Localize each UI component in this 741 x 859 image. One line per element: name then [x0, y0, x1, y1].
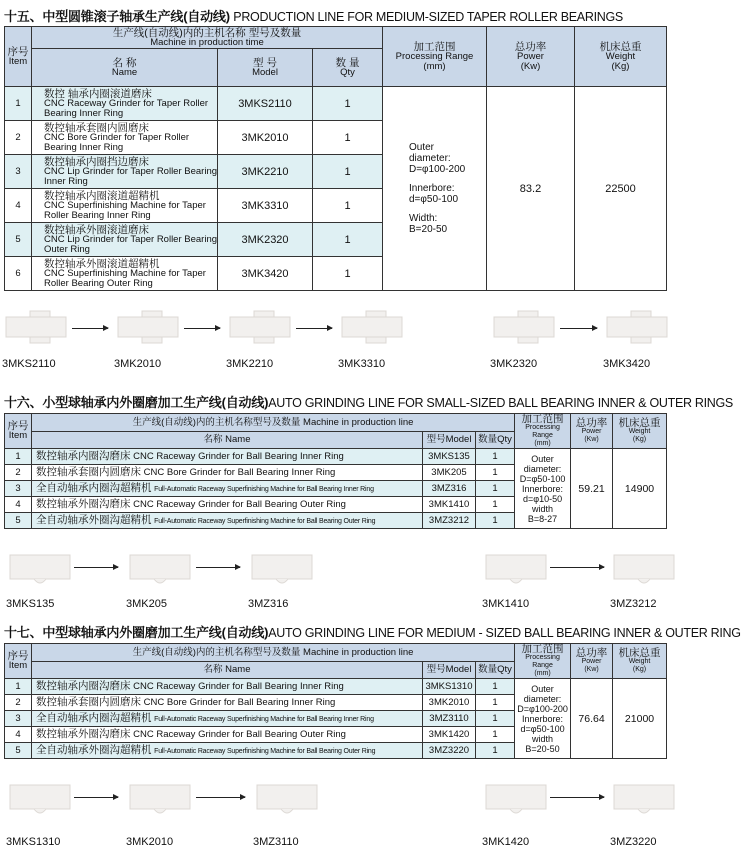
range-line: B=20-50 [409, 224, 448, 235]
model-cell: 3MKS2110 [218, 87, 313, 121]
machine-header: 生产线(自动线)内的主机名称型号及数量 Machine in production line [32, 414, 515, 432]
machine-name-en: CNC Raceway Grinder for Ball Bearing Inner Ring [133, 681, 344, 692]
machine-name [32, 711, 423, 727]
model-cell: 3MK2320 [218, 223, 313, 257]
item-number: 4 [5, 189, 32, 223]
flow-model-label: 3MKS2110 [2, 358, 56, 370]
bearing-part-image [612, 779, 676, 815]
spacer [409, 175, 486, 183]
name-header: 名 称 Name [32, 49, 218, 87]
flow-model-label: 3MK2210 [226, 358, 274, 370]
item-number: 1 [5, 679, 32, 695]
item-number: 2 [5, 695, 32, 711]
qty-cell: 1 [476, 695, 515, 711]
machine-name [32, 743, 423, 759]
bearing-part-image [8, 779, 72, 815]
machine-name [32, 257, 218, 291]
machine-name-zh: 数控轴承外圈滚道超精机 [44, 257, 160, 270]
model-header: 型号Model [423, 432, 476, 449]
spacer [409, 205, 486, 213]
machine-name-zh: 数控轴承外圈沟磨床 [36, 498, 131, 510]
model-cell: 3MK3310 [218, 189, 313, 223]
flow-model-label: 3MZ316 [248, 598, 289, 610]
flow-arrow [184, 328, 220, 329]
name-header: 名称 Name [32, 662, 423, 679]
flow-arrow [560, 328, 597, 329]
flow-arrow [72, 328, 108, 329]
range-line: width [532, 733, 554, 744]
machine-name-zh: 数控轴承内圈挡边磨床 [44, 155, 149, 168]
range-line: d=φ10-50 [522, 493, 563, 504]
bearing-part-image [4, 309, 68, 345]
weight-header: 机床总重 Weight (Kg) [613, 414, 667, 449]
qty-cell: 1 [313, 155, 383, 189]
table-row [5, 449, 667, 465]
weight-cell: 22500 [575, 87, 667, 291]
flow-model-label: 3MKS135 [6, 598, 55, 610]
machine-name-zh: 全自动轴承外圈沟超精机 [36, 743, 152, 756]
section3-title: 十七、中型球轴承内外圈磨加工生产线(自动线)AUTO GRINDING LINE FOR MEDIUM - SIZED BALL BEARING INNER & OUTER RING [4, 625, 741, 640]
model-header: 型号Model [423, 662, 476, 679]
range-line: width [532, 503, 554, 514]
machine-name-zh: 数控轴承外圈滚道磨床 [44, 223, 149, 236]
item-number: 3 [5, 155, 32, 189]
range-line: B=8-27 [527, 513, 558, 524]
machine-name [32, 189, 218, 223]
item-number: 4 [5, 727, 32, 743]
section2-title: 十六、小型球轴承内外圈磨加工生产线(自动线)AUTO GRINDING LINE FOR SMALL-SIZED BALL BEARING INNER & OUTER RINGS [4, 395, 733, 410]
item-number: 3 [5, 711, 32, 727]
machine-name [32, 465, 423, 481]
machine-name-zh: 数控 轴承内圈滚道磨床 [44, 87, 152, 100]
flow-arrow [550, 567, 604, 568]
machine-name-zh: 数控轴承套圈内圆磨床 [44, 121, 149, 134]
flow-model-label: 3MZ3212 [610, 598, 657, 610]
flow-model-label: 3MK2320 [490, 358, 538, 370]
item-number: 4 [5, 497, 32, 513]
machine-name-en: CNC Raceway Grinder for Ball Bearing Outer Ring [133, 499, 346, 510]
taper-line-table [4, 26, 667, 291]
bearing-part-image [250, 549, 314, 585]
range-line: d=φ50-100 [409, 194, 459, 205]
machine-name-zh: 数控轴承套圈内圆磨床 [36, 696, 141, 708]
range-line: Innerbore: [409, 183, 455, 194]
processing-range-cell [515, 679, 571, 759]
machine-name-en: Full-Automatic Raceway Superfinishing Machine for Ball Bearing Outer Ring [154, 747, 376, 755]
qty-cell: 1 [313, 121, 383, 155]
bearing-part-image [484, 549, 548, 585]
item-number: 1 [5, 87, 32, 121]
range-line: Innerbore: [522, 713, 564, 724]
machine-name-en: CNC Superfinishing Machine for Taper Roller Bearing Outer Ring [44, 267, 206, 289]
machine-name [32, 87, 218, 121]
bearing-part-image [340, 309, 404, 345]
qty-cell: 1 [476, 481, 515, 497]
item-header: 序号 Item [5, 27, 32, 87]
machine-name [32, 121, 218, 155]
machine-name-zh: 全自动轴承内圈沟超精机 [36, 711, 152, 724]
medium-ball-line-table [4, 643, 667, 759]
power-header: 总功率 Power (Kw) [571, 644, 613, 679]
range-line: Outer [409, 142, 435, 153]
table-row [5, 87, 667, 121]
machine-header: 生产线(自动线)内的主机名称型号及数量 Machine in production line [32, 644, 515, 662]
processing-range-cell [383, 87, 487, 291]
flow-model-label: 3MK205 [126, 598, 167, 610]
flow-arrow [550, 797, 604, 798]
qty-header: 数量Qty [476, 432, 515, 449]
range-line: diameter: [409, 153, 451, 164]
range-line: Width: [409, 213, 438, 224]
model-cell: 3MK2010 [423, 695, 476, 711]
flow-arrow [296, 328, 332, 329]
range-header: 加工范围 Processing Range (mm) [383, 27, 487, 87]
model-cell: 3MZ316 [423, 481, 476, 497]
flow-model-label: 3MK3310 [338, 358, 386, 370]
bearing-part-image [612, 549, 676, 585]
qty-cell: 1 [476, 465, 515, 481]
qty-cell: 1 [476, 711, 515, 727]
machine-name [32, 695, 423, 711]
power-cell: 59.21 [571, 449, 613, 529]
flow-model-label: 3MZ3220 [610, 836, 657, 848]
qty-cell: 1 [476, 727, 515, 743]
bearing-part-image [492, 309, 556, 345]
flow-arrow [196, 567, 240, 568]
qty-cell: 1 [313, 223, 383, 257]
flow-arrow [196, 797, 245, 798]
model-cell: 3MZ3220 [423, 743, 476, 759]
model-cell: 3MZ3110 [423, 711, 476, 727]
range-line: D=φ100-200 [409, 164, 466, 175]
machine-name-en: CNC Bore Grinder for Taper Roller Bearing Inner Ring [44, 131, 190, 153]
bearing-part-image [605, 309, 669, 345]
flow-model-label: 3MK2010 [114, 358, 162, 370]
machine-name-en: CNC Raceway Grinder for Taper Roller Bearing Inner Ring [44, 97, 209, 119]
qty-cell: 1 [313, 87, 383, 121]
machine-name [32, 497, 423, 513]
model-cell: 3MKS135 [423, 449, 476, 465]
flow-model-label: 3MK3420 [603, 358, 651, 370]
item-number: 5 [5, 223, 32, 257]
power-cell: 76.64 [571, 679, 613, 759]
section1-title: 十五、中型圆锥滚子轴承生产线(自动线) PRODUCTION LINE FOR MEDIUM-SIZED TAPER ROLLER BEARINGS [4, 9, 623, 24]
range-line: Outer diameter: [523, 453, 562, 474]
weight-cell: 14900 [613, 449, 667, 529]
item-number: 3 [5, 481, 32, 497]
flow-model-label: 3MK1410 [482, 598, 530, 610]
model-cell: 3MK2010 [218, 121, 313, 155]
range-line: D=φ50-100 [519, 473, 566, 484]
machine-name [32, 449, 423, 465]
bearing-part-image [128, 779, 192, 815]
machine-name-zh: 数控轴承内圈沟磨床 [36, 450, 131, 462]
weight-header: 机床总重 Weight (Kg) [613, 644, 667, 679]
bearing-part-image [255, 779, 319, 815]
machine-name-en: CNC Superfinishing Machine for Taper Roller Bearing Inner Ring [44, 199, 206, 221]
machine-name [32, 727, 423, 743]
item-number: 5 [5, 743, 32, 759]
qty-cell: 1 [476, 513, 515, 529]
qty-cell: 1 [476, 497, 515, 513]
range-header: 加工范围 Processing Range (mm) [515, 414, 571, 449]
weight-cell: 21000 [613, 679, 667, 759]
model-header: 型 号 Model [218, 49, 313, 87]
machine-name [32, 223, 218, 257]
flow-model-label: 3MK2010 [126, 836, 174, 848]
machine-name-en: Full-Automatic Raceway Superfinishing Machine for Ball Bearing Inner Ring [154, 485, 374, 493]
item-number: 1 [5, 449, 32, 465]
machine-name-en: CNC Raceway Grinder for Ball Bearing Inner Ring [133, 451, 344, 462]
item-header: 序号 Item [5, 414, 32, 449]
range-line: Innerbore: [522, 483, 564, 494]
power-cell: 83.2 [487, 87, 575, 291]
qty-cell: 1 [476, 743, 515, 759]
machine-header: 生产线(自动线)内的主机名称 型号及数量 Machine in production time [32, 27, 383, 49]
machine-name-zh: 数控轴承内圈沟磨床 [36, 680, 131, 692]
machine-name-zh: 数控轴承内圈滚道超精机 [44, 189, 160, 202]
machine-name-zh: 全自动轴承外圈沟超精机 [36, 513, 152, 526]
qty-cell: 1 [313, 257, 383, 291]
flow-arrow [74, 567, 118, 568]
bearing-part-image [116, 309, 180, 345]
model-cell: 3MKS1310 [423, 679, 476, 695]
machine-name-zh: 全自动轴承内圈沟超精机 [36, 481, 152, 494]
weight-header: 机床总重 Weight (Kg) [575, 27, 667, 87]
item-number: 5 [5, 513, 32, 529]
flow-model-label: 3MK1420 [482, 836, 530, 848]
bearing-part-image [128, 549, 192, 585]
machine-name-en: CNC Lip Grinder for Taper Roller Bearing Outer Ring [44, 233, 218, 255]
flow-model-label: 3MKS1310 [6, 836, 61, 848]
qty-header: 数 量 Qty [313, 49, 383, 87]
qty-cell: 1 [476, 679, 515, 695]
range-line: d=φ50-100 [520, 723, 565, 734]
model-cell: 3MK1410 [423, 497, 476, 513]
bearing-part-image [228, 309, 292, 345]
machine-name-en: CNC Raceway Grinder for Ball Bearing Outer Ring [133, 729, 346, 740]
power-header: 总功率 Power (Kw) [487, 27, 575, 87]
machine-name-en: CNC Bore Grinder for Ball Bearing Inner Ring [143, 467, 336, 478]
model-cell: 3MK3420 [218, 257, 313, 291]
range-line: Outer diameter: [523, 683, 562, 704]
model-cell: 3MK205 [423, 465, 476, 481]
qty-cell: 1 [476, 449, 515, 465]
bearing-part-image [8, 549, 72, 585]
power-header: 总功率 Power (Kw) [571, 414, 613, 449]
item-header: 序号 Item [5, 644, 32, 679]
model-cell: 3MK1420 [423, 727, 476, 743]
model-cell: 3MZ3212 [423, 513, 476, 529]
machine-name-en: Full-Automatic Raceway Superfinishing Machine for Ball Bearing Inner Ring [154, 715, 374, 723]
machine-name [32, 679, 423, 695]
flow-arrow [74, 797, 118, 798]
machine-name-en: CNC Bore Grinder for Ball Bearing Inner Ring [143, 697, 336, 708]
qty-cell: 1 [313, 189, 383, 223]
range-line: D=φ100-200 [517, 703, 568, 714]
machine-name [32, 155, 218, 189]
small-ball-line-table [4, 413, 667, 529]
table-row [5, 679, 667, 695]
model-cell: 3MK2210 [218, 155, 313, 189]
item-number: 6 [5, 257, 32, 291]
machine-name [32, 513, 423, 529]
processing-range-cell [515, 449, 571, 529]
machine-name-zh: 数控轴承套圈内圆磨床 [36, 466, 141, 478]
bearing-part-image [484, 779, 548, 815]
range-line: B=20-50 [525, 743, 560, 754]
range-header: 加工范围 Processing Range (mm) [515, 644, 571, 679]
machine-name-zh: 数控轴承外圈沟磨床 [36, 728, 131, 740]
flow-model-label: 3MZ3110 [253, 836, 299, 848]
item-number: 2 [5, 465, 32, 481]
name-header: 名称 Name [32, 432, 423, 449]
machine-name-en: Full-Automatic Raceway Superfinishing Machine for Ball Bearing Outer Ring [154, 517, 376, 525]
qty-header: 数量Qty [476, 662, 515, 679]
item-number: 2 [5, 121, 32, 155]
machine-name-en: CNC Lip Grinder for Taper Roller Bearing Inner Ring [44, 165, 218, 187]
machine-name [32, 481, 423, 497]
